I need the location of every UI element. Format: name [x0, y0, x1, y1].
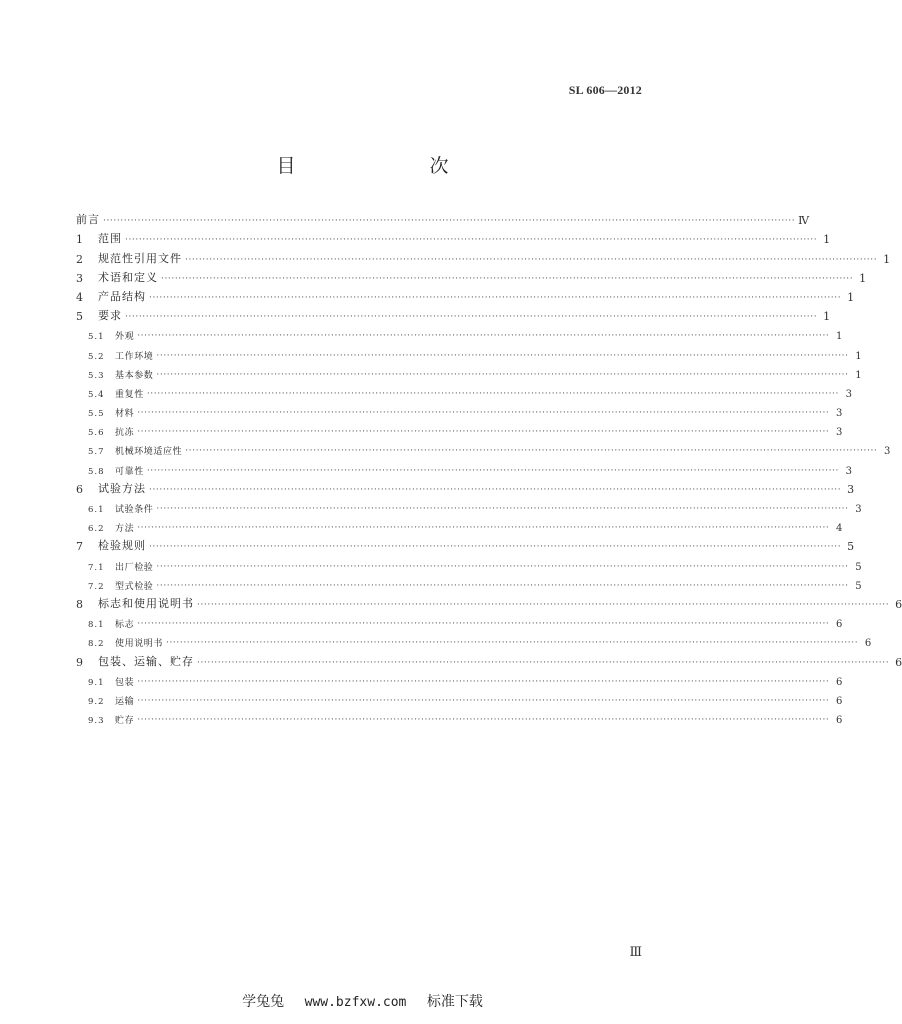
toc-entry-page: 6	[895, 597, 902, 611]
toc-entry-label: 包装、运输、贮存	[98, 654, 194, 668]
toc-entry-page: 3	[847, 482, 855, 496]
watermark-download-text: 标准下载	[426, 994, 483, 1010]
toc-entry-number: 4	[76, 290, 83, 304]
toc-leader-dots: ········································································································································································································	[146, 465, 839, 476]
toc-subentry[interactable]	[76, 515, 843, 535]
toc-leader-dots: ········································································································································································································	[197, 599, 890, 610]
toc-entry-label: 范围	[98, 232, 122, 246]
toc-leader-dots: ········································································································································································································	[137, 331, 830, 342]
standard-code: SL 606—2012	[568, 83, 642, 97]
toc-entry-number: 5.2	[88, 351, 105, 362]
toc-entry[interactable]	[76, 477, 855, 496]
toc-subentry[interactable]	[76, 707, 843, 727]
toc-entry-page: 1	[883, 252, 891, 266]
toc-leader-dots: ········································································································································································································	[156, 369, 849, 380]
toc-entry-number: 3	[76, 271, 83, 285]
toc-entry[interactable]	[76, 266, 867, 285]
toc-entry-page: 6	[864, 638, 872, 650]
toc-leader-dots: ········································································································································································································	[137, 408, 830, 419]
toc-subentry[interactable]	[76, 553, 862, 573]
toc-entry-number: 6.2	[88, 524, 105, 535]
toc-entry-page: 3	[836, 408, 843, 420]
toc-entry-number: 5.5	[88, 409, 105, 420]
toc-subentry[interactable]	[76, 438, 891, 458]
toc-entry-number: 5.6	[88, 428, 105, 439]
toc-entry-page: 3	[884, 446, 891, 458]
toc-leader-dots: ········································································································································································································	[166, 638, 859, 649]
toc-entry[interactable]	[76, 649, 902, 669]
toc-entry-number: 7.2	[88, 581, 105, 592]
toc-entry[interactable]	[76, 534, 855, 554]
toc-entry-number: 8	[76, 597, 83, 611]
toc-leader-dots: ········································································································································································································	[137, 523, 830, 534]
toc-subentry[interactable]	[76, 323, 843, 343]
toc-entry[interactable]	[76, 592, 902, 611]
toc-entry-label: 出厂检验	[115, 562, 154, 573]
toc-entry-number: 9.2	[88, 696, 105, 707]
page-title: 目 次	[276, 155, 481, 177]
toc-subentry[interactable]	[76, 342, 862, 362]
toc-leader-dots: ········································································································································································································	[156, 350, 849, 361]
toc-entry-page: 1	[823, 310, 831, 324]
toc-subentry[interactable]	[76, 573, 862, 592]
toc-entry-label: 重复性	[115, 389, 144, 400]
toc-entry-page: 6	[895, 655, 902, 669]
toc-leader-dots: ········································································································································································································	[149, 542, 842, 553]
toc-entry-label: 检验规则	[98, 539, 146, 553]
toc-entry-page: 5	[847, 540, 855, 554]
toc-entry-number: 5.8	[88, 466, 105, 477]
toc-subentry[interactable]	[76, 630, 872, 650]
toc-entry-number: 6.1	[88, 505, 105, 515]
toc-entry-number: 8.1	[88, 620, 105, 631]
toc-entry-number: 1	[76, 233, 83, 247]
toc-leader-dots: ········································································································································································································	[185, 446, 878, 457]
toc-entry-number: 5.7	[88, 447, 105, 458]
toc-entry-number: 5	[76, 310, 83, 324]
toc-leader-dots: ········································································································································································································	[156, 561, 849, 572]
toc-entry-label: 标志和使用说明书	[98, 596, 194, 610]
toc-entry-number: 2	[76, 252, 83, 266]
toc-entry-label: 使用说明书	[115, 639, 164, 650]
toc-subentry[interactable]	[76, 669, 843, 688]
toc-leader-dots: ········································································································································································································	[146, 388, 839, 399]
toc-leader-dots: ········································································································································································································	[137, 427, 830, 438]
toc-entry[interactable]	[76, 208, 810, 228]
toc-entry[interactable]	[76, 246, 891, 266]
toc-subentry[interactable]	[76, 400, 843, 420]
toc-leader-dots: ········································································································································································································	[185, 254, 878, 265]
toc-entry-label: 抗冻	[115, 428, 135, 439]
page-number: Ⅲ	[629, 944, 642, 959]
toc-entry-page: 1	[859, 271, 867, 285]
toc-entry-label: 外观	[115, 332, 135, 343]
toc-entry-page: 3	[845, 388, 852, 400]
toc-entry-page: 1	[823, 233, 831, 247]
toc-entry-label: 规范性引用文件	[98, 251, 182, 265]
toc-entry[interactable]	[76, 285, 855, 304]
toc-entry-page: 1	[855, 350, 862, 362]
watermark-url[interactable]: www.bzfxw.com	[304, 995, 407, 1010]
toc-entry[interactable]	[76, 304, 831, 324]
toc-leader-dots: ········································································································································································································	[156, 580, 849, 591]
toc-entry-page: 4	[836, 523, 843, 535]
toc-entry-label: 试验条件	[115, 505, 154, 515]
toc-entry-label: 工作环境	[115, 351, 154, 362]
toc-entry-number: 9.3	[88, 716, 105, 727]
toc-leader-dots: ········································································································································································································	[125, 235, 818, 246]
toc-entry[interactable]	[76, 227, 831, 247]
toc-entry-page: Ⅳ	[798, 214, 810, 228]
toc-entry-label: 产品结构	[98, 289, 146, 303]
toc-entry-page: 1	[855, 369, 862, 381]
toc-entry-label: 机械环境适应性	[115, 447, 183, 458]
watermark-site-name: 学兔兔	[242, 994, 285, 1010]
toc-leader-dots: ········································································································································································································	[149, 292, 842, 303]
toc-leader-dots: ········································································································································································································	[137, 676, 830, 687]
toc-entry-page: 3	[845, 465, 852, 477]
toc-entry-label: 基本参数	[115, 370, 154, 381]
toc-entry-label: 包装	[115, 677, 135, 688]
toc-leader-dots: ········································································································································································································	[103, 216, 796, 227]
toc-entry-label: 运输	[115, 696, 135, 707]
toc-entry-label: 要求	[98, 309, 122, 323]
toc-leader-dots: ········································································································································································································	[197, 657, 890, 668]
table-of-contents	[76, 208, 902, 727]
toc-entry-label: 前言	[76, 213, 100, 227]
toc-entry-number: 8.2	[88, 639, 105, 650]
toc-entry-number: 5.1	[88, 332, 105, 343]
toc-entry-label: 材料	[115, 409, 135, 420]
toc-entry-number: 9.1	[88, 677, 105, 688]
toc-entry-label: 试验方法	[98, 481, 146, 495]
toc-entry-number: 9	[76, 655, 83, 669]
toc-leader-dots: ········································································································································································································	[156, 504, 849, 514]
toc-entry-label: 贮存	[115, 716, 135, 727]
toc-subentry[interactable]	[76, 362, 862, 381]
toc-subentry[interactable]	[76, 496, 862, 515]
toc-entry-label: 型式检验	[115, 581, 154, 592]
toc-entry-number: 7	[76, 540, 83, 554]
toc-leader-dots: ········································································································································································································	[125, 312, 818, 323]
toc-entry-page: 3	[836, 427, 843, 439]
toc-subentry[interactable]	[76, 381, 852, 400]
toc-subentry[interactable]	[76, 457, 852, 477]
toc-leader-dots: ········································································································································································································	[137, 619, 830, 630]
toc-entry-number: 6	[76, 482, 83, 496]
toc-entry-page: 1	[836, 331, 843, 343]
toc-entry-label: 方法	[115, 524, 135, 535]
toc-entry-label: 标志	[115, 620, 135, 631]
toc-subentry[interactable]	[76, 611, 843, 631]
toc-entry-number: 5.4	[88, 389, 105, 400]
footer-watermark	[0, 991, 725, 1011]
toc-entry-label: 可靠性	[115, 466, 144, 477]
toc-entry-number: 5.3	[88, 370, 105, 381]
toc-entry-page: 6	[836, 619, 843, 631]
toc-entry-page: 5	[855, 561, 862, 573]
toc-leader-dots: ········································································································································································································	[137, 715, 830, 726]
toc-leader-dots: ········································································································································································································	[137, 695, 830, 706]
toc-entry-number: 7.1	[88, 562, 105, 573]
toc-entry-page: 3	[855, 504, 862, 515]
toc-leader-dots: ········································································································································································································	[149, 484, 842, 495]
toc-entry-page: 6	[836, 695, 843, 707]
toc-entry-page: 5	[855, 580, 862, 592]
toc-subentry[interactable]	[76, 419, 843, 439]
toc-entry-page: 1	[847, 290, 855, 304]
toc-entry-page: 6	[836, 676, 843, 688]
toc-entry-label: 术语和定义	[98, 270, 158, 284]
toc-leader-dots: ········································································································································································································	[161, 273, 854, 284]
toc-entry-page: 6	[836, 715, 843, 727]
toc-subentry[interactable]	[76, 688, 843, 707]
